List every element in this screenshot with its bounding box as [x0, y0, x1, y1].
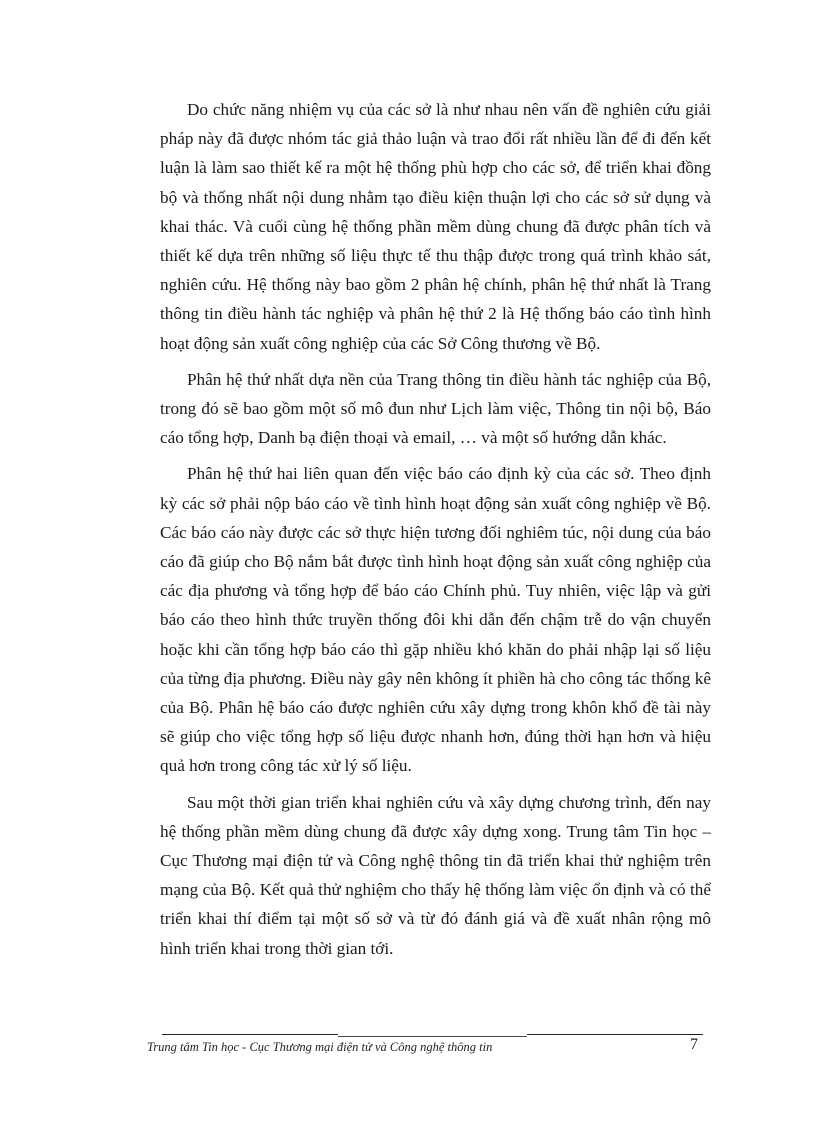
paragraph-2: Phân hệ thứ nhất dựa nền của Trang thông tin điều hành tác nghiệp của Bộ, trong đó sẽ bao gồm một số mô đun như Lịch làm việc, Thông tin nội bộ, Báo cáo tổng hợp, Danh bạ điện thoại và email, … và một số hướng dẫn khác. [160, 369, 711, 448]
page-number: 7 [690, 1036, 698, 1053]
footer-rule-middle [338, 1036, 527, 1037]
footer-text: Trung tâm Tin học - Cục Thương mại điện tử và Công nghệ thông tin [147, 1040, 493, 1054]
paragraph-4: Sau một thời gian triển khai nghiên cứu và xây dựng chương trình, đến nay hệ thống phần mềm dùng chung đã được xây dựng xong. Trung tâm Tin học – Cục Thương mại điện tử và Công nghệ thông tin đã triển khai thử nghiệm trên mạng của Bộ. Kết quả thử nghiệm cho thấy hệ thống làm việc ổn định và có thể triển khai thí điểm tại một số sở và từ đó đánh giá và đề xuất nhân rộng mô hình triển khai trong thời gian tới. [160, 792, 711, 958]
footer-rule-right [527, 1034, 703, 1035]
paragraph-1: Do chức năng nhiệm vụ của các sở là như nhau nên vấn đề nghiên cứu giải pháp này đã được nhóm tác giả thảo luận và trao đổi rất nhiều lần để đi đến kết luận là làm sao thiết kế ra một hệ thống phù hợp cho các sở, để triển khai đồng bộ và thống nhất nội dung nhằm tạo điều kiện thuận lợi cho các sở sử dụng và khai thác. Và cuối cùng hệ thống phần mềm dùng chung đã được phân tích và thiết kế dựa trên những số liệu thực tế thu thập được trong quá trình khảo sát, nghiên cứu. Hệ thống này bao gồm 2 phân hệ chính, phân hệ thứ nhất là Trang thông tin điều hành tác nghiệp và phân hệ thứ 2 là Hệ thống báo cáo tình hình hoạt động sản xuất công nghiệp của các Sở Công thương về Bộ. [160, 100, 711, 353]
document-body [160, 95, 711, 970]
paragraph-3: Phân hệ thứ hai liên quan đến việc báo cáo định kỳ của các sở. Theo định kỳ các sở phải nộp báo cáo về tình hình hoạt động sản xuất công nghiệp về Bộ. Các báo cáo này được các sở thực hiện tương đối nghiêm túc, nội dung của báo cáo đã giúp cho Bộ nắm bắt được tình hình hoạt động sản xuất công nghiệp của các địa phương và tổng hợp để báo cáo Chính phủ. Tuy nhiên, việc lập và gửi báo cáo theo hình thức truyền thống đôi khi dẫn đến chậm trễ do vận chuyển hoặc khi cần tổng hợp báo cáo thì gặp nhiều khó khăn do phải nhập lại số liệu của từng địa phương. Điều này gây nên không ít phiền hà cho công tác thống kê của Bộ. Phân hệ báo cáo được nghiên cứu xây dựng trong khôn khổ đề tài này sẽ giúp cho việc tổng hợp số liệu được nhanh hơn, đúng thời hạn hơn và hiệu quả hơn trong công tác xử lý số liệu. [160, 464, 711, 776]
footer-rule-left [162, 1034, 338, 1035]
